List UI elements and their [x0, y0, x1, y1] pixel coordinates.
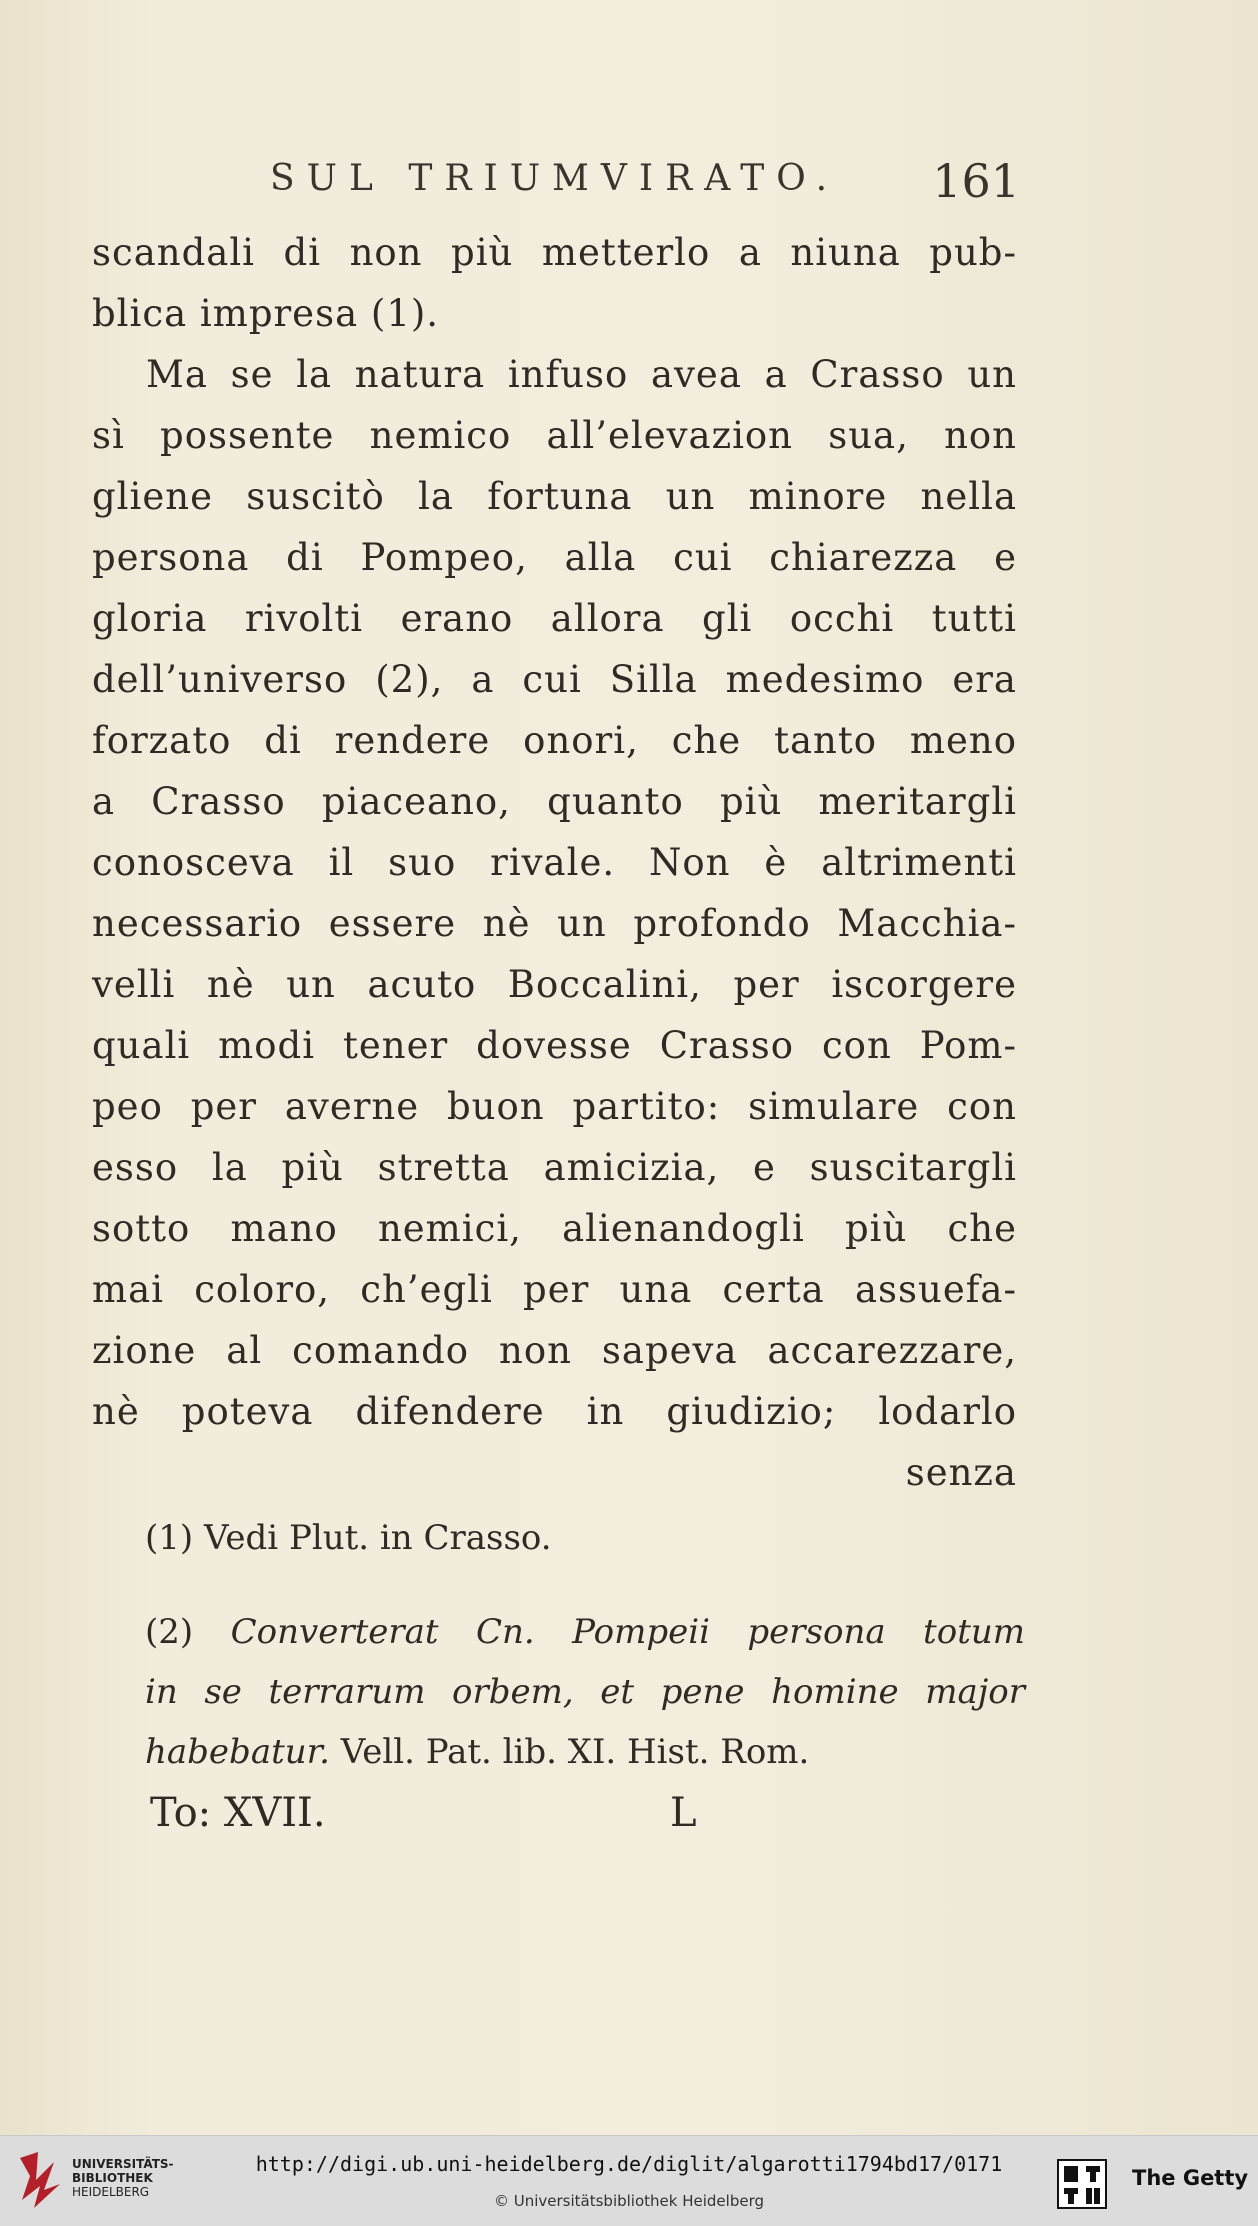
text-line: esso la più stretta amicizia, e suscitargli [92, 1146, 1017, 1189]
page-header [270, 154, 1020, 218]
text-line: forzato di rendere onori, che tanto meno [92, 719, 1017, 762]
volume-signature: To: XVII. [150, 1790, 326, 1836]
text-line: zione al comando non sapeva accarezzare, [92, 1329, 1017, 1372]
text-line: Ma se la natura infuso avea a Crasso un [146, 353, 1017, 396]
footnote-2-quote-3: habebatur. [145, 1732, 330, 1772]
footnote-2-line-2 [145, 1662, 1025, 1722]
footnote-2-line-1 [145, 1602, 1025, 1662]
viewer-footer [0, 2135, 1258, 2226]
text-line: necessario essere nè un profondo Macchia- [92, 902, 1017, 945]
page-number: 161 [932, 154, 1020, 208]
running-title: SUL TRIUMVIRATO. [270, 158, 840, 199]
university-library-logo-text: UNIVERSITÄTS- BIBLIOTHEK HEIDELBERG [72, 2157, 174, 2199]
body-text [92, 222, 1017, 1503]
text-line: peo per averne buon partito: simulare con [92, 1085, 1017, 1128]
text-line: sotto mano nemici, alienandogli più che [92, 1207, 1017, 1250]
partner-name: The Getty [1132, 2166, 1249, 2190]
footnote-1: (1) Vedi Plut. in Crasso. [145, 1518, 552, 1558]
text-line: mai coloro, ch’egli per una certa assuefa- [92, 1268, 1017, 1311]
footnote-2-line-3 [145, 1722, 1025, 1782]
footnote-2-marker: (2) [145, 1612, 194, 1652]
copyright-notice: © Universitätsbibliothek Heidelberg [493, 2192, 764, 2210]
footnote-2-quote-1: Converterat Cn. Pompeii persona totum [230, 1612, 1025, 1652]
text-line: a Crasso piaceano, quanto più meritargli [92, 780, 1017, 823]
text-line: blica impresa (1). [92, 292, 440, 335]
text-line: persona di Pompeo, alla cui chiarezza e [92, 536, 1017, 579]
text-line: scandali di non più metterlo a niuna pub- [92, 231, 1017, 274]
signature-line [150, 1790, 710, 1850]
text-line: velli nè un acuto Boccalini, per iscorgere [92, 963, 1017, 1006]
footnote-2-citation: Vell. Pat. lib. XI. Hist. Rom. [340, 1732, 810, 1772]
text-line: sì possente nemico all’elevazion sua, non [92, 414, 1017, 457]
text-line: gloria rivolti erano allora gli occhi tutti [92, 597, 1017, 640]
footnote-2-quote-2: in se terrarum orbem, et pene homine major [145, 1672, 1025, 1712]
footnotes [145, 1508, 1025, 1782]
text-line: dell’universo (2), a cui Silla medesimo era [92, 658, 1017, 701]
getty-logo-icon [1056, 2158, 1108, 2210]
catchword: senza [905, 1451, 1017, 1494]
text-line: quali modi tener dovesse Crasso con Pom- [92, 1024, 1017, 1067]
gathering-mark: L [670, 1790, 697, 1836]
text-line: conosceva il suo rivale. Non è altrimenti [92, 841, 1017, 884]
text-line: gliene suscitò la fortuna un minore nella [92, 475, 1017, 518]
permalink-url[interactable]: http://digi.ub.uni-heidelberg.de/diglit/algarotti1794bd17/0171 [255, 2152, 1003, 2176]
text-line: nè poteva difendere in giudizio; lodarlo [92, 1390, 1017, 1433]
